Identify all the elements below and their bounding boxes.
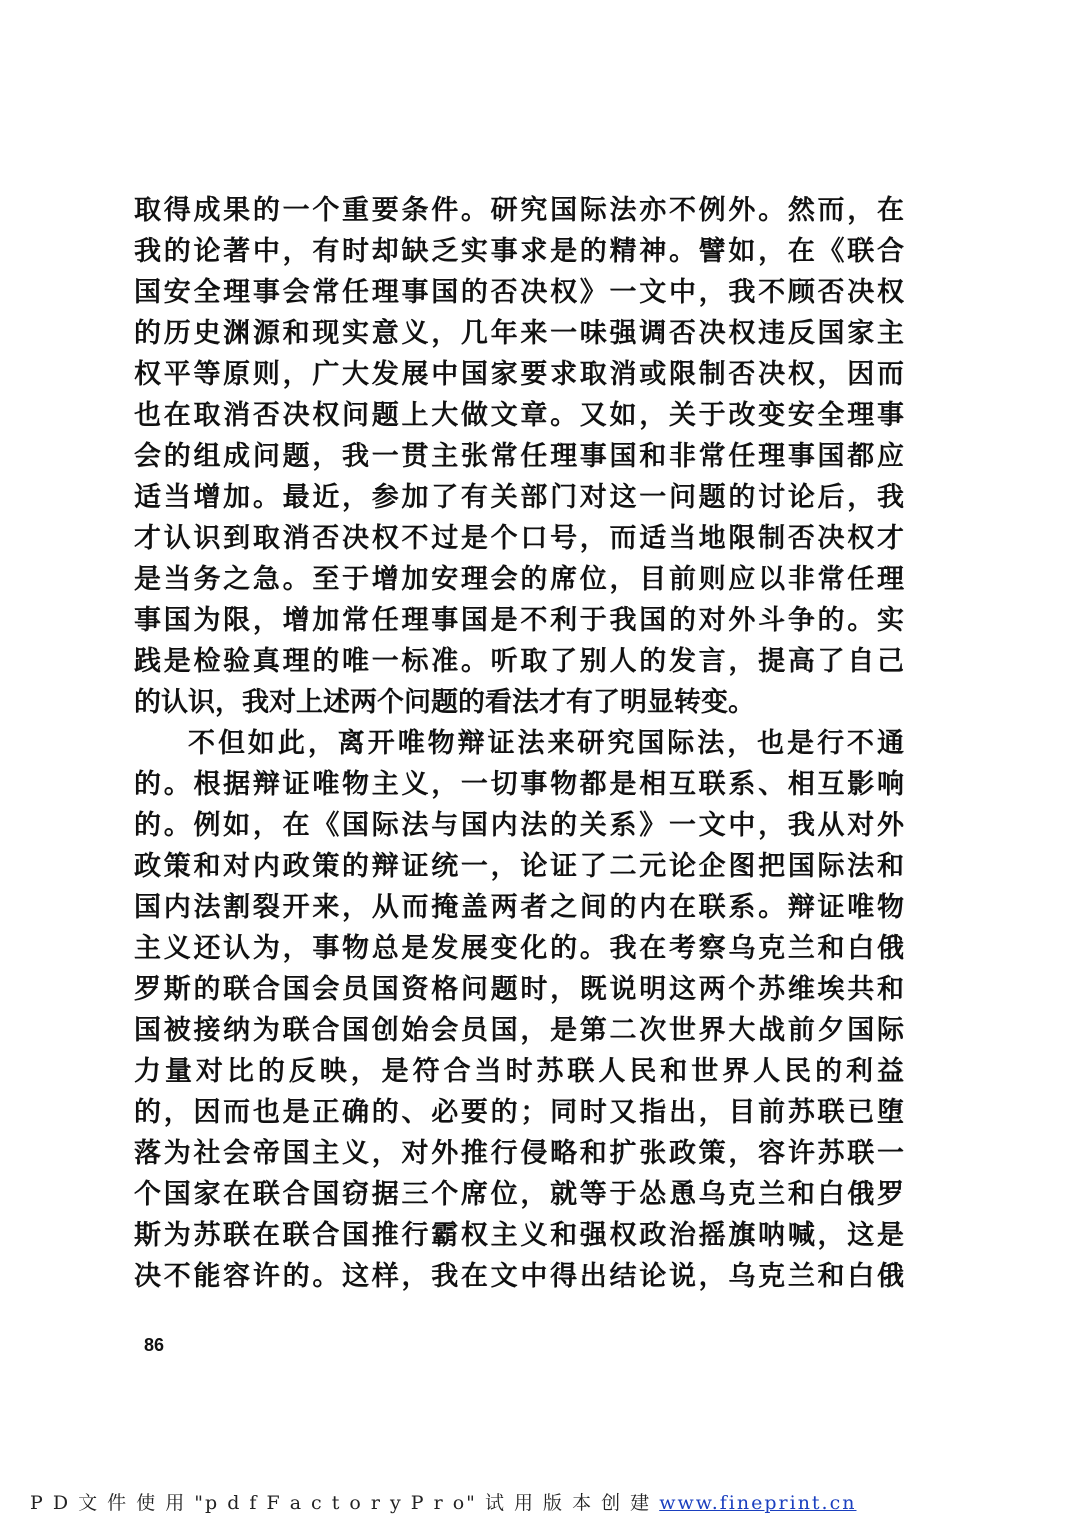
text-line: 的。根据辩证唯物主义，一切事物都是相互联系、相互影响 xyxy=(134,769,904,800)
text-line: 政策和对内政策的辩证统一，论证了二元论企图把国际法和 xyxy=(134,851,904,882)
text-line: 适当增加。最近，参加了有关部门对这一问题的讨论后，我 xyxy=(134,482,904,513)
text-line: 是当务之急。至于增加安理会的席位，目前则应以非常任理 xyxy=(134,564,904,595)
text-line: 决不能容许的。这样，我在文中得出结论说，乌克兰和白俄 xyxy=(134,1261,904,1292)
text-line: 践是检验真理的唯一标准。听取了别人的发言，提高了自己 xyxy=(134,646,904,677)
pdf-watermark-footer xyxy=(30,1488,856,1515)
body-text xyxy=(134,190,904,1297)
text-line: 取得成果的一个重要条件。研究国际法亦不例外。然而，在 xyxy=(134,195,904,226)
text-line: 会的组成问题，我一贯主张常任理事国和非常任理事国都应 xyxy=(134,441,904,472)
page-number: 86 xyxy=(144,1335,165,1355)
text-line: 国被接纳为联合国创始会员国，是第二次世界大战前夕国际 xyxy=(134,1015,904,1046)
text-line: 才认识到取消否决权不过是个口号，而适当地限制否决权才 xyxy=(134,523,904,554)
text-line: 我的论著中，有时却缺乏实事求是的精神。譬如，在《联合 xyxy=(134,236,904,267)
text-line: 权平等原则，广大发展中国家要求取消或限制否决权，因而 xyxy=(134,359,904,390)
footer-link[interactable]: www.fineprint.cn xyxy=(659,1492,857,1514)
text-line: 力量对比的反映，是符合当时苏联人民和世界人民的利益 xyxy=(134,1056,904,1087)
text-line: 国安全理事会常任理事国的否决权》一文中，我不顾否决权 xyxy=(134,277,904,308)
text-line: 斯为苏联在联合国推行霸权主义和强权政治摇旗呐喊，这是 xyxy=(134,1220,904,1251)
text-line: 的认识，我对上述两个问题的看法才有了明显转变。 xyxy=(134,687,755,718)
text-line: 国内法割裂开来，从而掩盖两者之间的内在联系。辩证唯物 xyxy=(134,892,904,923)
text-line: 主义还认为，事物总是发展变化的。我在考察乌克兰和白俄 xyxy=(134,933,904,964)
text-line: 也在取消否决权问题上大做文章。又如，关于改变安全理事 xyxy=(134,400,904,431)
text-line: 不但如此，离开唯物辩证法来研究国际法，也是行不通 xyxy=(188,728,904,759)
text-line: 的，因而也是正确的、必要的；同时又指出，目前苏联已堕 xyxy=(134,1097,904,1128)
text-line: 的历史渊源和现实意义，几年来一味强调否决权违反国家主 xyxy=(134,318,904,349)
text-line: 事国为限，增加常任理事国是不利于我国的对外斗争的。实 xyxy=(134,605,904,636)
text-line: 落为社会帝国主义，对外推行侵略和扩张政策，容许苏联一 xyxy=(134,1138,904,1169)
text-line: 个国家在联合国窃据三个席位，就等于怂恿乌克兰和白俄罗 xyxy=(134,1179,904,1210)
footer-text: P D 文 件 使 用 "p d f F a c t o r y P r o" 试 用 版 本 创 建 xyxy=(30,1492,652,1514)
text-line: 的。例如，在《国际法与国内法的关系》一文中，我从对外 xyxy=(134,810,904,841)
text-line: 罗斯的联合国会员国资格问题时，既说明这两个苏维埃共和 xyxy=(134,974,904,1005)
